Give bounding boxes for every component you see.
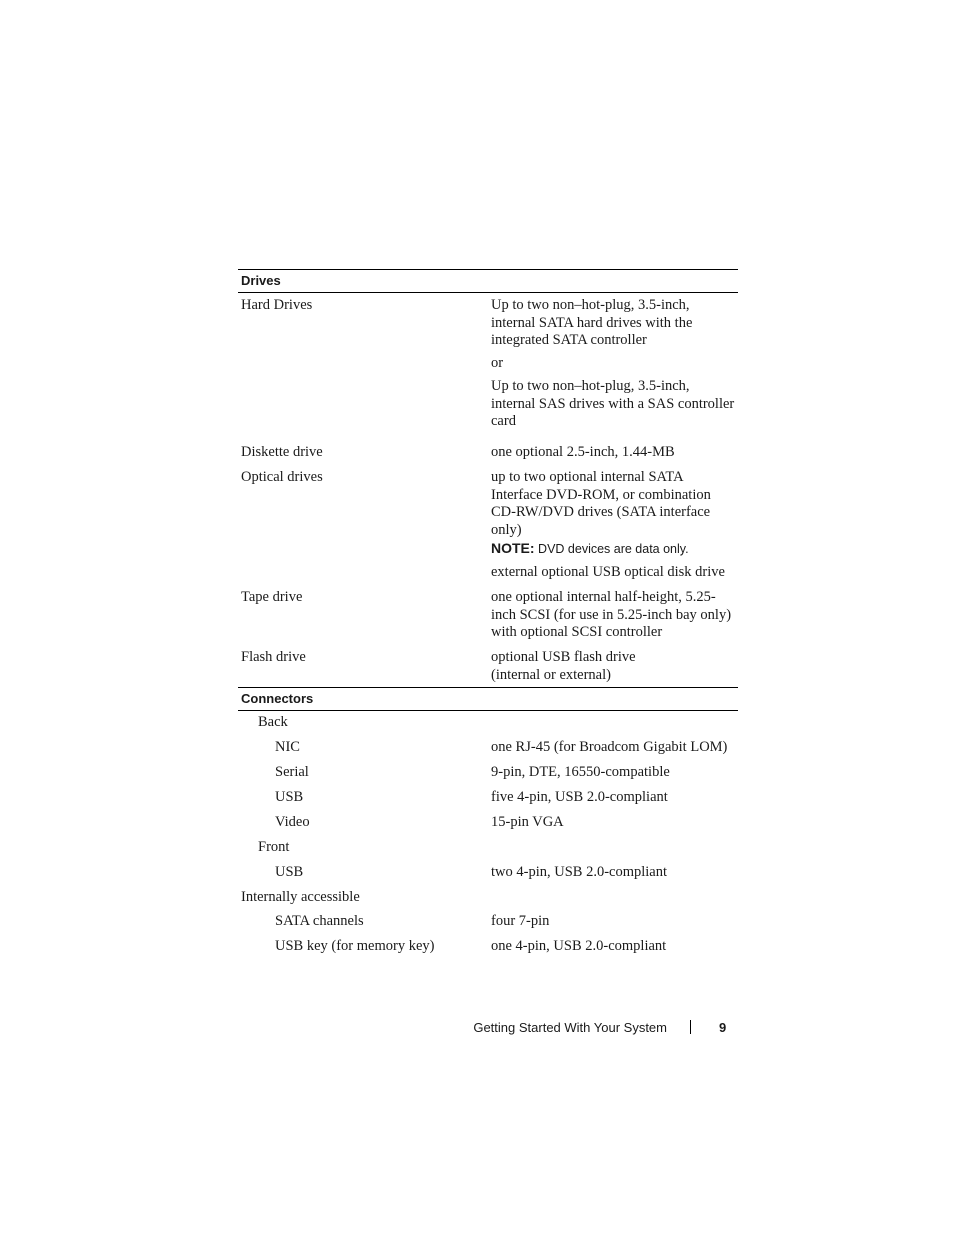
sata-label: SATA channels: [275, 913, 364, 929]
usb-key-label: USB key (for memory key): [275, 938, 435, 954]
video-row: [238, 811, 738, 836]
front-usb-label: USB: [275, 864, 304, 880]
note-text: DVD devices are data only.: [538, 542, 689, 556]
serial-value: 9-pin, DTE, 16550-compatible: [491, 764, 670, 780]
video-value: 15-pin VGA: [491, 814, 564, 830]
optical-note: [491, 540, 736, 559]
drives-section: [238, 269, 738, 692]
back-usb-value: five 4-pin, USB 2.0-compliant: [491, 789, 668, 805]
sata-row: [238, 911, 738, 936]
hard-drives-or: or: [491, 355, 504, 371]
flash-row: [238, 649, 738, 692]
hard-drives-row: [238, 293, 738, 444]
nic-label: NIC: [275, 739, 300, 755]
flash-value-line2: (internal or external): [491, 666, 611, 683]
hard-drives-label: Hard Drives: [241, 297, 313, 313]
footer-separator: [690, 1020, 691, 1034]
footer-title: Getting Started With Your System: [473, 1020, 667, 1035]
internal-label: Internally accessible: [241, 889, 360, 905]
back-label: Back: [258, 714, 288, 730]
drives-heading: Drives: [238, 269, 738, 293]
usb-key-row: [238, 936, 738, 961]
hard-drives-option2: Up to two non–hot-plug, 3.5-inch, internal SAS drives with a SAS controller card: [491, 378, 735, 429]
front-label: Front: [258, 839, 290, 855]
diskette-label: Diskette drive: [241, 444, 323, 460]
nic-value: one RJ-45 (for Broadcom Gigabit LOM): [491, 739, 728, 755]
serial-row: [238, 761, 738, 786]
connectors-section: [238, 687, 738, 961]
flash-label: Flash drive: [241, 649, 306, 665]
hard-drives-option1: Up to two non–hot-plug, 3.5-inch, internal SATA hard drives with the integrated SATA controller: [491, 297, 693, 348]
nic-row: [238, 736, 738, 761]
front-usb-value: two 4-pin, USB 2.0-compliant: [491, 864, 668, 880]
video-label: Video: [275, 814, 310, 830]
front-usb-row: [238, 861, 738, 886]
optical-label: Optical drives: [241, 469, 323, 485]
connectors-heading: Connectors: [238, 687, 738, 711]
tape-label: Tape drive: [241, 589, 303, 605]
note-label: NOTE:: [491, 540, 535, 556]
flash-value-line1: optional USB flash drive: [491, 649, 636, 665]
sata-value: four 7-pin: [491, 913, 550, 929]
front-group-row: [238, 836, 738, 861]
back-group-row: [238, 711, 738, 736]
usb-key-value: one 4-pin, USB 2.0-compliant: [491, 938, 667, 954]
back-usb-label: USB: [275, 789, 304, 805]
tape-value: one optional internal half-height, 5.25-inch SCSI (for use in 5.25-inch bay only) with optional SCSI controller: [491, 589, 732, 640]
internal-group-row: [238, 886, 738, 911]
tape-row: [238, 589, 738, 649]
diskette-value: one optional 2.5-inch, 1.44-MB: [491, 444, 675, 460]
optical-value: up to two optional internal SATA Interface DVD-ROM, or combination CD-RW/DVD drives (SATA interface only): [491, 469, 711, 538]
optical-external: external optional USB optical disk drive: [491, 564, 725, 580]
page-number: 9: [719, 1020, 727, 1035]
back-usb-row: [238, 786, 738, 811]
diskette-row: [238, 444, 738, 469]
serial-label: Serial: [275, 764, 309, 780]
optical-row: [238, 469, 738, 589]
